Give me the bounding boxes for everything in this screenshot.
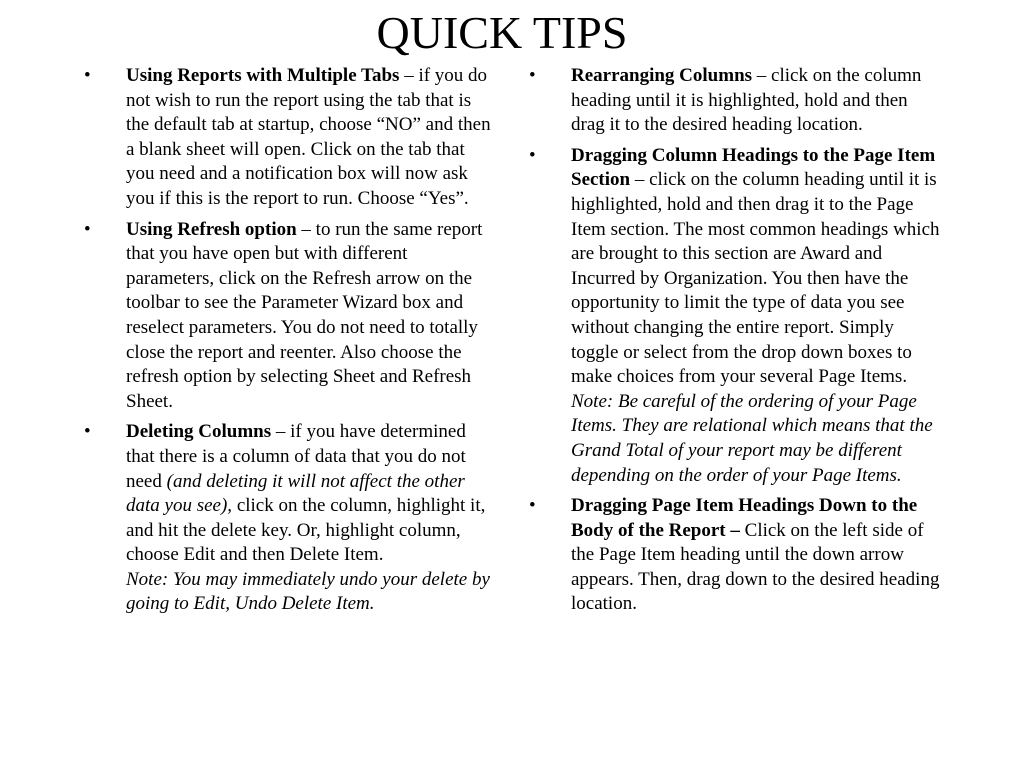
bullet-icon: • — [84, 421, 91, 443]
tip-rearranging-columns — [529, 64, 941, 138]
tip-deleting-columns — [84, 420, 496, 617]
tip-note: Note: Be careful of the ordering of your Page Items. They are relational which means that the Grand Total of your report may be different depending on the order of your Page Items. — [571, 390, 933, 486]
tip-heading: Using Reports with Multiple Tabs — [126, 65, 400, 86]
tip-italic-aside: (and deleting it will not affect the other data you see), — [126, 470, 465, 517]
tip-heading: Deleting Columns — [126, 421, 272, 443]
bullet-icon: • — [84, 65, 91, 86]
bullet-icon: • — [529, 495, 536, 517]
tip-heading: Using Refresh option — [126, 218, 297, 240]
tip-refresh-option — [84, 218, 496, 415]
tip-dragging-to-page-item — [529, 144, 941, 488]
right-tips-list — [529, 64, 941, 617]
tip-body: – to run the same report that you have open but with different parameters, click on the Refresh arrow on the toolbar to see the Parameter Wizard box and reselect parameters. You do not need to totally close the report and reenter. Also choose the refresh option by selecting Sheet and Refresh Sheet. — [126, 218, 483, 412]
tip-body: – click on the column heading until it is highlighted, hold and then drag it to the desired heading location. — [571, 65, 922, 136]
tip-body: – click on the column heading until it is highlighted, hold and then drag it to the Page Item section. The most common headings which are brought to this section are Award and Incurred by Organization. You then have the opportunity to limit the type of data you see without changing the entire report. Simply toggle or select from the drop down boxes to make choices from your several Page Items. — [571, 169, 940, 388]
tip-body: Click on the left side of the Page Item heading until the down arrow appears. Then, drag down to the desired heading location. — [571, 519, 940, 615]
slide-title: QUICK TIPS — [376, 7, 628, 58]
tip-heading: Rearranging Columns — [571, 65, 753, 86]
tip-body: – if you do not wish to run the report using the tab that is the default tab at startup, choose “NO” and then a blank sheet will open. Click on the tab that you need and a notification box will now ask you if this is the report to run. Choose “Yes”. — [126, 65, 491, 209]
bullet-icon: • — [529, 144, 536, 166]
tip-note: Note: You may immediately undo your delete by going to Edit, Undo Delete Item. — [126, 568, 490, 615]
left-column — [84, 64, 496, 623]
bullet-icon: • — [84, 218, 91, 240]
tip-dragging-page-item-down — [529, 494, 941, 617]
tip-body: – if you have determined that there is a column of data that you do not need — [126, 421, 466, 492]
tip-heading: Dragging Page Item Headings Down to the Body of the Report – — [571, 495, 918, 541]
bullet-icon: • — [529, 65, 536, 86]
tip-heading: Dragging Column Headings to the Page Item Section — [571, 144, 936, 191]
right-column — [529, 64, 941, 623]
tip-body-continued: click on the column, highlight it, and hit the delete key. Or, highlight column, choose Edit and then Delete Item. — [126, 495, 486, 566]
left-tips-list — [84, 64, 496, 617]
tip-multiple-tabs — [84, 64, 496, 212]
